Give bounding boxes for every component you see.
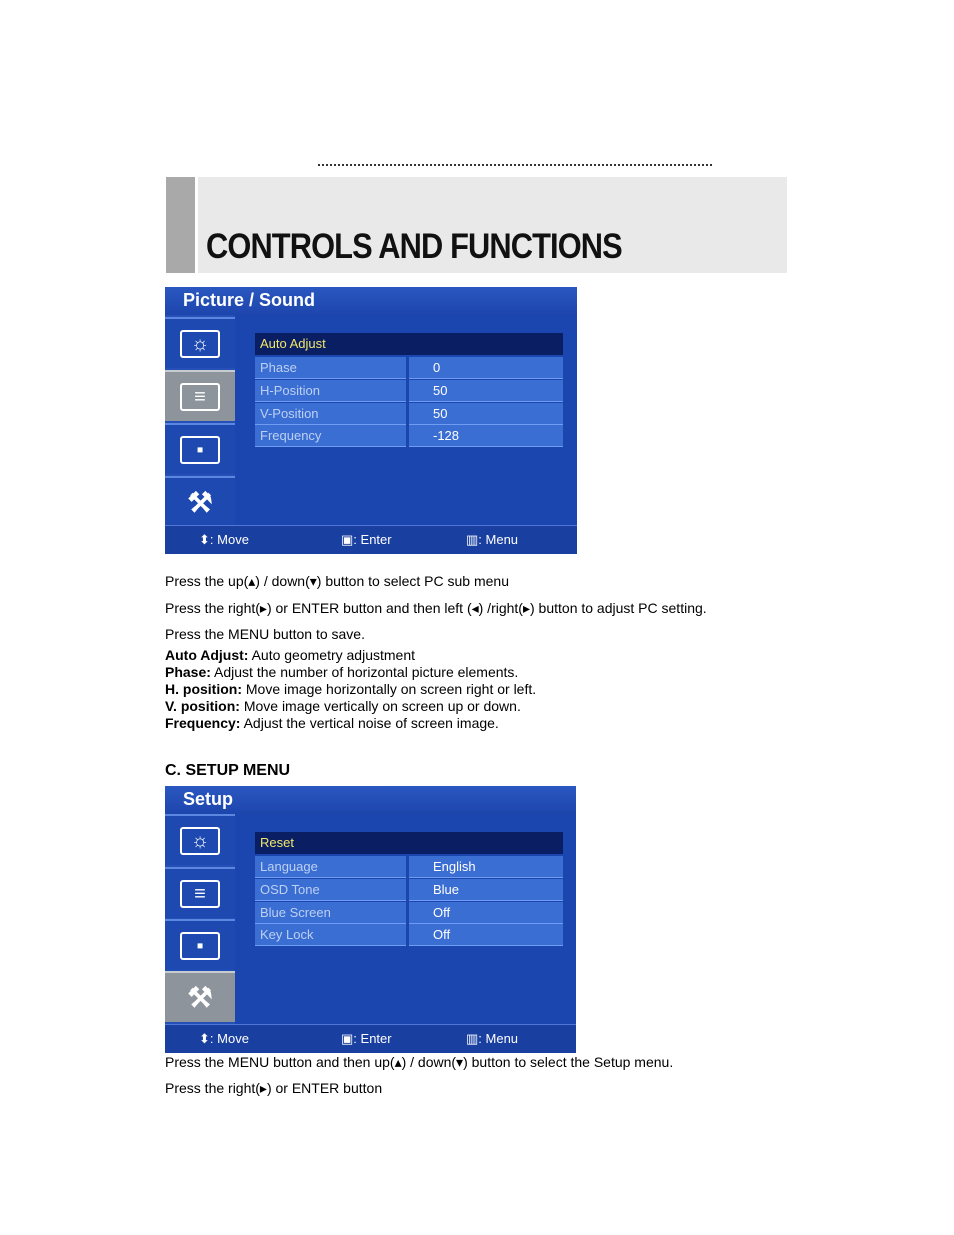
osd-row-label: Auto Adjust bbox=[260, 336, 326, 351]
osd-title: Picture / Sound bbox=[183, 290, 316, 310]
move-hint: ⬍: Move bbox=[199, 532, 249, 547]
sound-icon: ≡ bbox=[180, 880, 220, 908]
instruction-line: Press the MENU button to save. bbox=[165, 626, 365, 642]
menu-hint: ▥: Menu bbox=[466, 1031, 519, 1046]
osd-row-label: Frequency bbox=[260, 428, 322, 443]
osd-row-label: Language bbox=[260, 859, 318, 874]
screen-icon: ▪ bbox=[180, 932, 220, 960]
osd-row-label: Reset bbox=[260, 835, 294, 850]
screen-icon: ▪ bbox=[180, 436, 220, 464]
menu-bars-icon: ▥ bbox=[466, 532, 479, 547]
osd-setup-screenshot bbox=[165, 786, 576, 1053]
dotted-rule bbox=[318, 152, 712, 166]
osd-sidebar-item-sound[interactable] bbox=[165, 370, 235, 421]
osd-row-label: Blue Screen bbox=[260, 905, 331, 920]
enter-hint: ▣: Enter bbox=[341, 532, 392, 547]
osd-sidebar-item-picture[interactable] bbox=[165, 317, 235, 368]
osd-row-language[interactable] bbox=[255, 856, 563, 878]
osd-titlebar bbox=[165, 786, 576, 814]
osd-row-value: Off bbox=[433, 905, 451, 920]
osd-sidebar-item-setup[interactable] bbox=[165, 971, 235, 1022]
definition-v-position: V. position: Move image vertically on screen up or down. bbox=[165, 698, 521, 714]
osd-titlebar bbox=[165, 287, 577, 315]
enter-square-icon: ▣ bbox=[341, 532, 354, 547]
enter-hint: ▣: Enter bbox=[341, 1031, 392, 1046]
instruction-line: Press the right(▸) or ENTER button and then left (◂) /right(▸) button to adjust PC setting. bbox=[165, 600, 707, 616]
up-down-arrow-icon: ⬍ bbox=[199, 532, 210, 547]
move-hint: ⬍: Move bbox=[199, 1031, 249, 1046]
tools-icon: ⚒ bbox=[187, 486, 213, 518]
up-down-arrow-icon: ⬍ bbox=[199, 1031, 210, 1046]
osd-sidebar-item-setup[interactable] bbox=[165, 476, 235, 527]
osd-sidebar bbox=[165, 814, 235, 1024]
enter-square-icon: ▣ bbox=[341, 1031, 354, 1046]
osd-sidebar-item-screen[interactable] bbox=[165, 423, 235, 474]
definition-h-position: H. position: Move image horizontally on screen right or left. bbox=[165, 681, 537, 697]
osd-row-value: 50 bbox=[433, 406, 448, 421]
osd-row-label: OSD Tone bbox=[260, 882, 320, 897]
osd-row-key-lock[interactable] bbox=[255, 924, 563, 946]
osd-sidebar bbox=[165, 315, 235, 525]
osd-row-label: V-Position bbox=[260, 406, 319, 421]
section-heading: C. SETUP MENU bbox=[165, 762, 291, 779]
tools-icon: ⚒ bbox=[187, 981, 213, 1013]
picture-icon: ☼ bbox=[180, 827, 220, 855]
osd-row-frequency[interactable] bbox=[255, 425, 563, 447]
osd-row-value: Off bbox=[433, 927, 451, 942]
osd-row-h-position[interactable] bbox=[255, 380, 563, 402]
page-title: CONTROLS AND FUNCTIONS bbox=[206, 227, 622, 266]
osd-sidebar-item-sound[interactable] bbox=[165, 867, 235, 918]
menu-bars-icon: ▥ bbox=[466, 1031, 479, 1046]
osd-row-label: Phase bbox=[260, 360, 297, 375]
definition-auto-adjust: Auto Adjust: Auto geometry adjustment bbox=[165, 647, 416, 663]
osd-sidebar-item-picture[interactable] bbox=[165, 814, 235, 865]
header-separator bbox=[195, 177, 198, 273]
osd-main-panel bbox=[235, 315, 577, 525]
osd-picture-sound-screenshot bbox=[165, 287, 577, 554]
osd-row-blue-screen[interactable] bbox=[255, 902, 563, 924]
osd-row-v-position[interactable] bbox=[255, 403, 563, 425]
definition-phase: Phase: Adjust the number of horizontal picture elements. bbox=[165, 664, 519, 680]
definition-frequency: Frequency: Adjust the vertical noise of screen image. bbox=[165, 715, 499, 731]
osd-row-value: English bbox=[433, 859, 476, 874]
osd-row-reset[interactable] bbox=[255, 832, 563, 854]
osd-main-panel bbox=[235, 814, 576, 1024]
osd-row-osd-tone[interactable] bbox=[255, 879, 563, 901]
menu-hint: ▥: Menu bbox=[466, 532, 519, 547]
osd-title: Setup bbox=[183, 789, 234, 809]
sound-icon: ≡ bbox=[180, 383, 220, 411]
osd-row-label: H-Position bbox=[260, 383, 320, 398]
osd-footer bbox=[165, 525, 577, 554]
instruction-line: Press the up(▴) / down(▾) button to select PC sub menu bbox=[165, 573, 509, 589]
osd-row-value: Blue bbox=[433, 882, 460, 897]
osd-row-value: -128 bbox=[433, 428, 460, 443]
header-accent-bar bbox=[166, 177, 195, 273]
osd-footer bbox=[165, 1024, 576, 1053]
osd-row-phase[interactable] bbox=[255, 357, 563, 379]
osd-row-value: 0 bbox=[433, 360, 441, 375]
picture-icon: ☼ bbox=[180, 330, 220, 358]
osd-row-label: Key Lock bbox=[260, 927, 314, 942]
section-header-banner bbox=[166, 177, 787, 273]
instruction-line: Press the right(▸) or ENTER button bbox=[165, 1080, 383, 1096]
instruction-line: Press the MENU button and then up(▴) / down(▾) button to select the Setup menu. bbox=[165, 1054, 674, 1070]
osd-sidebar-item-screen[interactable] bbox=[165, 919, 235, 970]
osd-row-value: 50 bbox=[433, 383, 448, 398]
osd-row-auto-adjust[interactable] bbox=[255, 333, 563, 355]
